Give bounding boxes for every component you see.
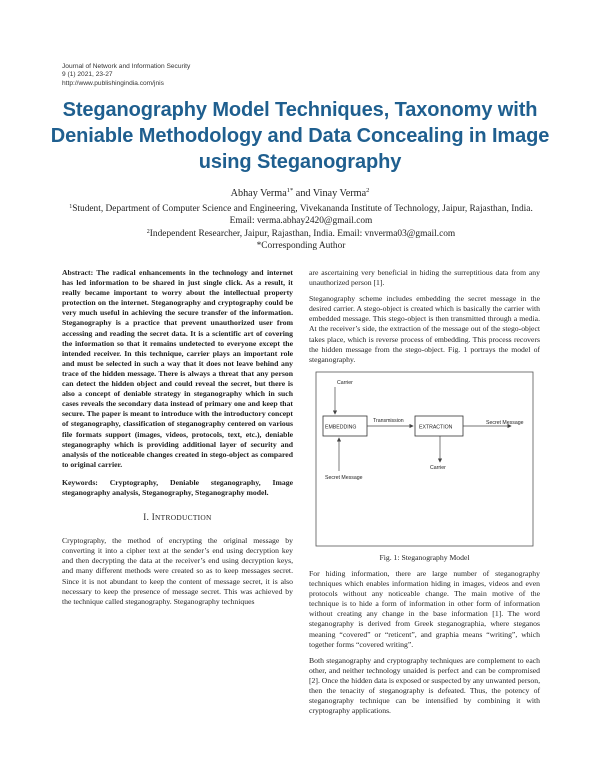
section-number: I. — [143, 512, 152, 523]
journal-name: Journal of Network and Information Security — [62, 63, 191, 70]
affiliation-1 — [62, 203, 540, 228]
keywords: Keywords: Cryptography, Deniable steganography, Image steganography analysis, Steganography, Steganography model. — [62, 477, 293, 497]
affiliation-2-text: Independent Researcher, Jaipur, Rajasthan, India. Email: vnverma03@gmail.com — [149, 228, 456, 239]
section-heading-introduction — [62, 512, 293, 523]
corresponding-author: *Corresponding Author — [256, 241, 346, 252]
section-title-rest: NTRODUCTION — [155, 513, 212, 523]
label-carrier-top: Carrier — [337, 379, 353, 386]
figure-frame — [316, 372, 533, 546]
author-line — [40, 187, 560, 200]
affiliation-1-sup: 1 — [69, 204, 73, 210]
label-extraction: EXTRACTION — [419, 424, 453, 431]
author-1-sup: 1* — [286, 187, 294, 194]
figure-diagram — [315, 371, 535, 549]
paper-title: Steganography Model Techniques, Taxonomy with Deniable Methodology and Data Concealing in Image using Steganography — [50, 99, 550, 173]
affiliation-2 — [62, 228, 540, 240]
right-paragraph-1: are ascertaining very beneficial in hiding the surreptitious data from any unauthorized person [1]. — [309, 268, 540, 288]
right-column — [309, 268, 540, 722]
label-secret-in: Secret Message — [325, 474, 363, 481]
right-paragraph-2: Steganography scheme includes embedding the secret message in the desired carrier. A stego-object is created which is basically the carrier with embedded message. This stego-object is then transmitted through a media. At the receiver’s side, the extraction of the message out of the stego-object takes place, which is reverse process of embedding. This process recovers the hidden message from the stego-object. Fig. 1 portrays the model of steganography. — [309, 294, 540, 364]
left-column — [62, 268, 293, 613]
affiliation-2-sup: 2 — [146, 228, 150, 235]
abstract: Abstract: The radical enhancements in the technology and internet has led information to be shared in just single click. As a result, it really became important to worry about the intellectual property protection on the internet. Steganography and cryptography could be very much useful in achieving the secure transfer of the information. Steganography is a practice that prevent unauthorized user from accessing and reading the secret data. It is a scientific art of covering the information so that it remains undetected to everyone except the intended receiver. In this technique, carrier plays an important role and must be selected in such a way that it does not leave behind any trace of the hidden message. There is always a threat that any person can detect the hidden object and could reveal the secret, but there is also a concept of deniable strategy in steganography which in such cases reveals the secondary data instead of primary one and keep that secure. The paper is meant to introduce with the introductory concept of steganography, classification of steganography centered on various file formats support (images, videos, protocols, text, etc.), deniable steganography which is providing additional layer of security and analysis of the noticeable changes created in stego-object as compared to original carrier. — [62, 268, 293, 469]
right-paragraph-4: Both steganography and cryptography techniques are complement to each other, and neither technology unaided is perfect and can be compromised [2]. Once the hidden data is exposed or suspected by any unwanted person, then the tenacity of steganography is defeated. Thus, the potency of steganography technique can be intensified by combining it with cryptography applications. — [309, 655, 540, 716]
affiliation-1-text: Student, Department of Computer Science and Engineering, Vivekananda Institute of Technology, Jaipur, Rajasthan, India. Email: verma.abhay2420@gmail.com — [72, 204, 533, 227]
label-carrier-bottom: Carrier — [430, 464, 446, 471]
label-secret-out: Secret Message — [486, 419, 524, 426]
journal-url[interactable]: http://www.publishingindia.com/jnis — [62, 79, 164, 87]
figure-steganography-model — [315, 371, 535, 549]
author-1: Abhay Verma — [230, 188, 287, 199]
label-embedding: EMBEDDING — [325, 424, 357, 431]
journal-issue: 9 (1) 2021, 23-27 — [62, 71, 113, 79]
author-and: and — [293, 188, 313, 199]
label-transmission: Transmission — [373, 417, 404, 424]
journal-header — [62, 63, 190, 88]
right-paragraph-3: For hiding information, there are large number of steganography techniques which enables information hiding in images, videos and even protocols without any noticeable change. The main motive of the technique is to hide a form of information in other form of information without creating any change in the base information [1]. The word steganography is derived from Greek steganographia, where steganos meaning “covered” or “reticent”, and graphia means “writing”, which together forms “covered writing”. — [309, 568, 540, 649]
section-initial: I — [151, 512, 156, 523]
figure-caption: Fig. 1: Steganography Model — [379, 552, 470, 562]
author-2-sup: 2 — [366, 187, 370, 194]
affiliations — [62, 203, 540, 253]
author-2: Vinay Verma — [312, 188, 367, 199]
intro-paragraph: Cryptography, the method of encrypting the original message by converting it into a cipher text at the sender’s end using decryption key and then decrypting the data at the receiver’s end using decryption keys, and many different methods were created so as to keep messages secret. Since it is not abundant to keep the content of message secret, it is also necessary to keep the presence of message secret. This was achieved by the technique called steganography. Steganography techniques — [62, 536, 293, 606]
